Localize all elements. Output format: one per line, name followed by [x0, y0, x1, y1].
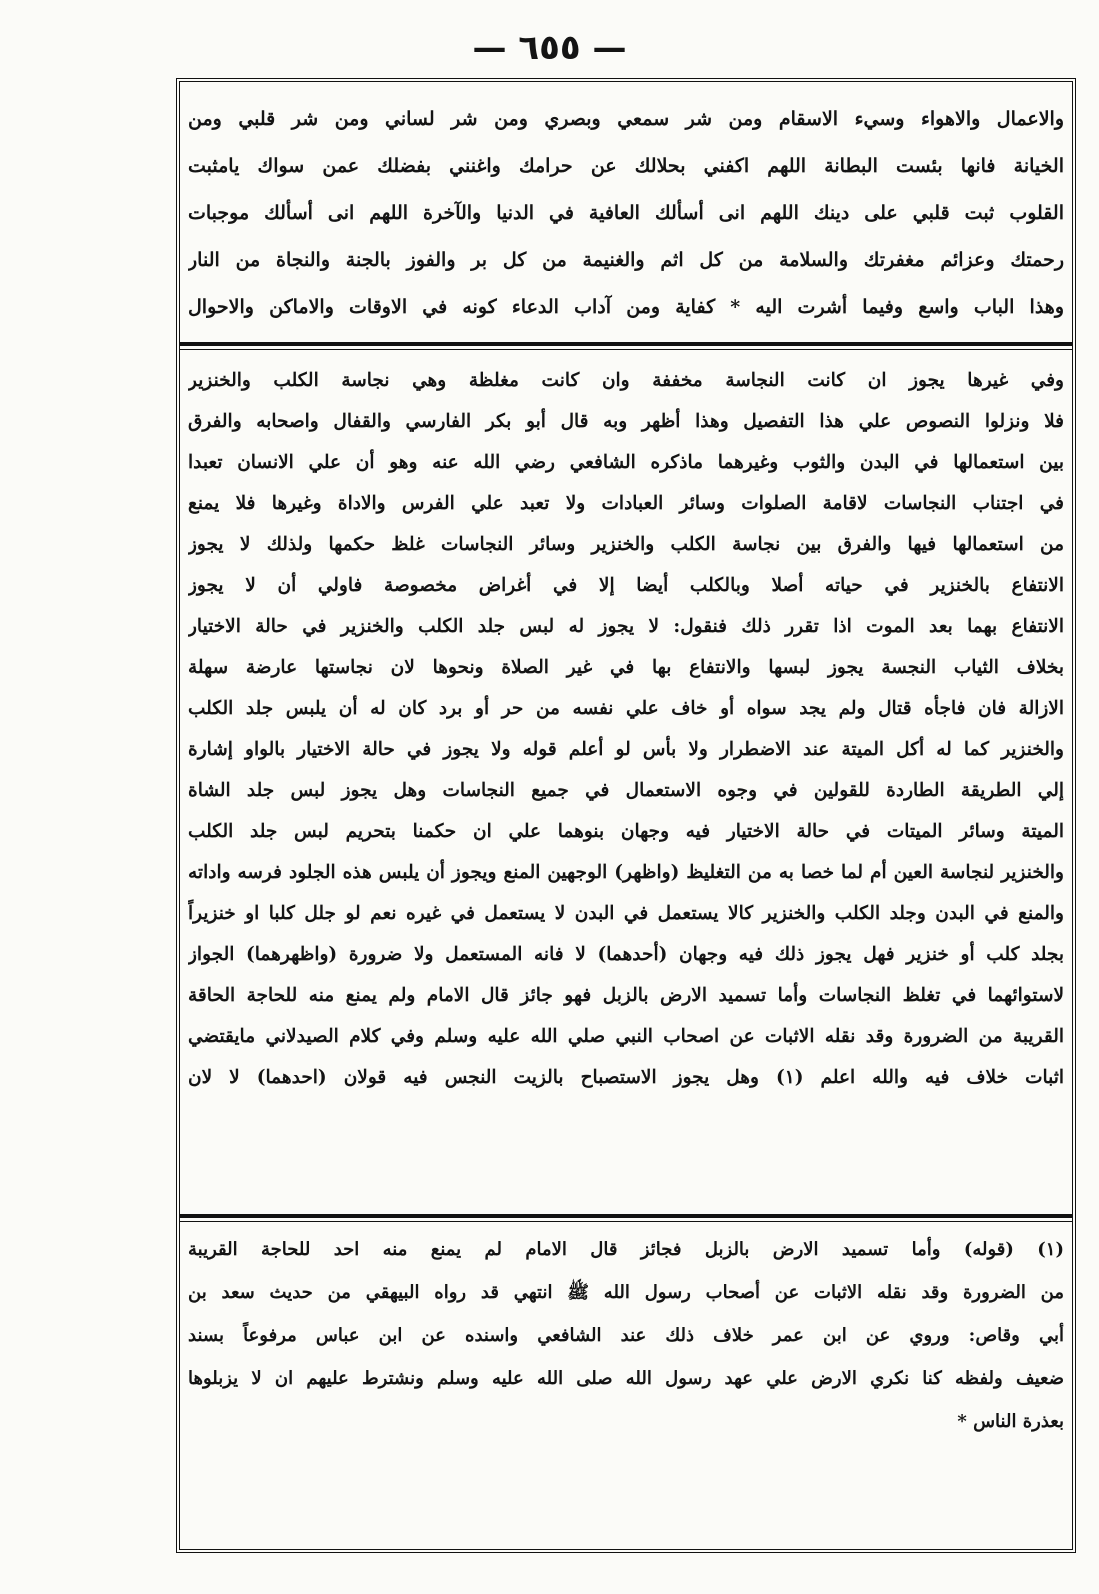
text-line: رحمتك وعزائم مغفرتك والسلامة من كل اثم والغنيمة من كل بر والفوز بالجنة والنجاة من النار: [188, 249, 1064, 271]
text-line: في اجتناب النجاسات لاقامة الصلوات وسائر العبادات ولا تعبد علي الفرس والاداة وغيرها فلا يمنع: [188, 493, 1064, 514]
main-section: [180, 360, 1072, 1098]
text-line: بجلد كلب أو خنزير فهل يجوز ذلك فيه وجهان (أحدهما) لا فانه المستعمل ولا ضرورة (واظهرهما) الجواز: [188, 944, 1064, 965]
text-line: الخيانة فانها بئست البطانة اللهم اكفني بحلالك عن حرامك واغنني بفضلك عمن سواك يامثبت: [188, 155, 1064, 177]
text-line: بخلاف الثياب النجسة يجوز لبسها والانتفاع بها في غير الصلاة ونحوها لان نجاستها عارضة سهلة: [188, 657, 1064, 678]
text-line: والاعمال والاهواء وسيء الاسقام ومن شر سمعي وبصري ومن شر لساني ومن شر قلبي ومن: [188, 108, 1064, 130]
text-line: لاستوائهما في تغلظ النجاسات وأما تسميد الارض بالزبل فهو جائز قال الامام ولم يمنع منه للحاجة الحاقة: [188, 985, 1064, 1006]
text-line: وفي غيرها يجوز ان كانت النجاسة مخففة وان كانت مغلظة وهي نجاسة الكلب والخنزير: [188, 370, 1064, 391]
text-line: الانتفاع بهما بعد الموت اذا تقرر ذلك فنقول: لا يجوز له لبس جلد الكلب والخنزير في حالة الاختيار: [188, 616, 1064, 637]
text-line: بين استعمالها في البدن والثوب وغيرهما ماذكره الشافعي رضي الله عنه وهو أن علي الانسان تعبدا: [188, 452, 1064, 473]
text-line: الميتة وسائر الميتات في حالة الاختيار فيه وجهان بنوهما علي ان حكمنا بتحريم لبس جلد الكلب: [188, 821, 1064, 842]
page-number: — ٦٥٥ —: [472, 28, 627, 68]
footnote-line: من الضرورة وقد نقله الاثبات عن أصحاب رسول الله ﷺ انتهي قد رواه البيهقي من حديث سعد بن: [188, 1282, 1064, 1303]
text-line: الازالة فان فاجأه قتال ولم يجد سواه أو خاف علي نفسه من حر أو برد كان له أن يلبس جلد الكلب: [188, 698, 1064, 719]
text-line: الانتفاع بالخنزير في حياته أصلا وبالكلب أيضا إلا في أغراض مخصوصة فاولي أن لا يجوز: [188, 575, 1064, 596]
text-line: من استعمالها فيها والفرق بين نجاسة الكلب والخنزير وسائر النجاسات غلظ حكمها ولذلك لا يجوز: [188, 534, 1064, 555]
text-line: القريبة من الضرورة وقد نقله الاثبات عن اصحاب النبي صلي الله عليه وسلم وفي كلام الصيدلاني مايقتضي: [188, 1026, 1064, 1047]
footnote-divider: [180, 1214, 1072, 1222]
text-line: إلي الطريقة الطاردة للقولين في وجوه الاستعمال في جميع النجاسات وهل يجوز لبس جلد الشاة: [188, 780, 1064, 801]
text-line: اثبات خلاف فيه والله اعلم (١) وهل يجوز الاستصباح بالزيت النجس فيه قولان (احدهما) لا لان: [188, 1067, 1064, 1088]
text-line: والمنع في البدن وجلد الكلب والخنزير كالا يستعمل في البدن لا يستعمل في غيره نعم لو جلل كلبا او خنزيراً: [188, 903, 1064, 924]
text-line: والخنزير لنجاسة العين أم لما خصا به من التغليظ (واظهر) الوجهين المنع ويجوز أن يلبس هذه الجلود فرسه واداته: [188, 862, 1064, 883]
text-line: وهذا الباب واسع وفيما أشرت اليه * كفاية ومن آداب الدعاء كونه في الاوقات والاماكن والاحوال: [188, 296, 1064, 318]
text-line: القلوب ثبت قلبي على دينك اللهم انى أسألك العافية في الدنيا والآخرة اللهم انى أسألك موجبات: [188, 202, 1064, 224]
text-line: والخنزير كما له أكل الميتة عند الاضطرار ولا بأس لو أعلم قوله ولا يجوز في حالة الاختيار بالواو إشارة: [188, 739, 1064, 760]
footnote-line: بعذرة الناس *: [957, 1411, 1064, 1432]
text-line: فلا ونزلوا النصوص علي هذا التفصيل وهذا أظهر وبه قال أبو بكر الفارسي والقفال واصحابه والفرق: [188, 411, 1064, 432]
footnote-line: ضعيف ولفظه كنا نكري الارض علي عهد رسول الله صلى الله عليه وسلم ونشترط عليهم ان لا يزبلوها: [188, 1368, 1064, 1389]
footnote-section: [180, 1228, 1072, 1443]
top-section: [180, 96, 1072, 331]
footnote-line: أبي وقاص: وروي عن ابن عمر خلاف ذلك عند الشافعي واسنده عن ابن عباس مرفوعاً بسند: [188, 1325, 1064, 1346]
section-divider: [180, 342, 1072, 350]
footnote-line: (١) (قوله) وأما تسميد الارض بالزبل فجائز قال الامام لم يمنع منه احد للحاجة القريبة: [188, 1239, 1064, 1260]
